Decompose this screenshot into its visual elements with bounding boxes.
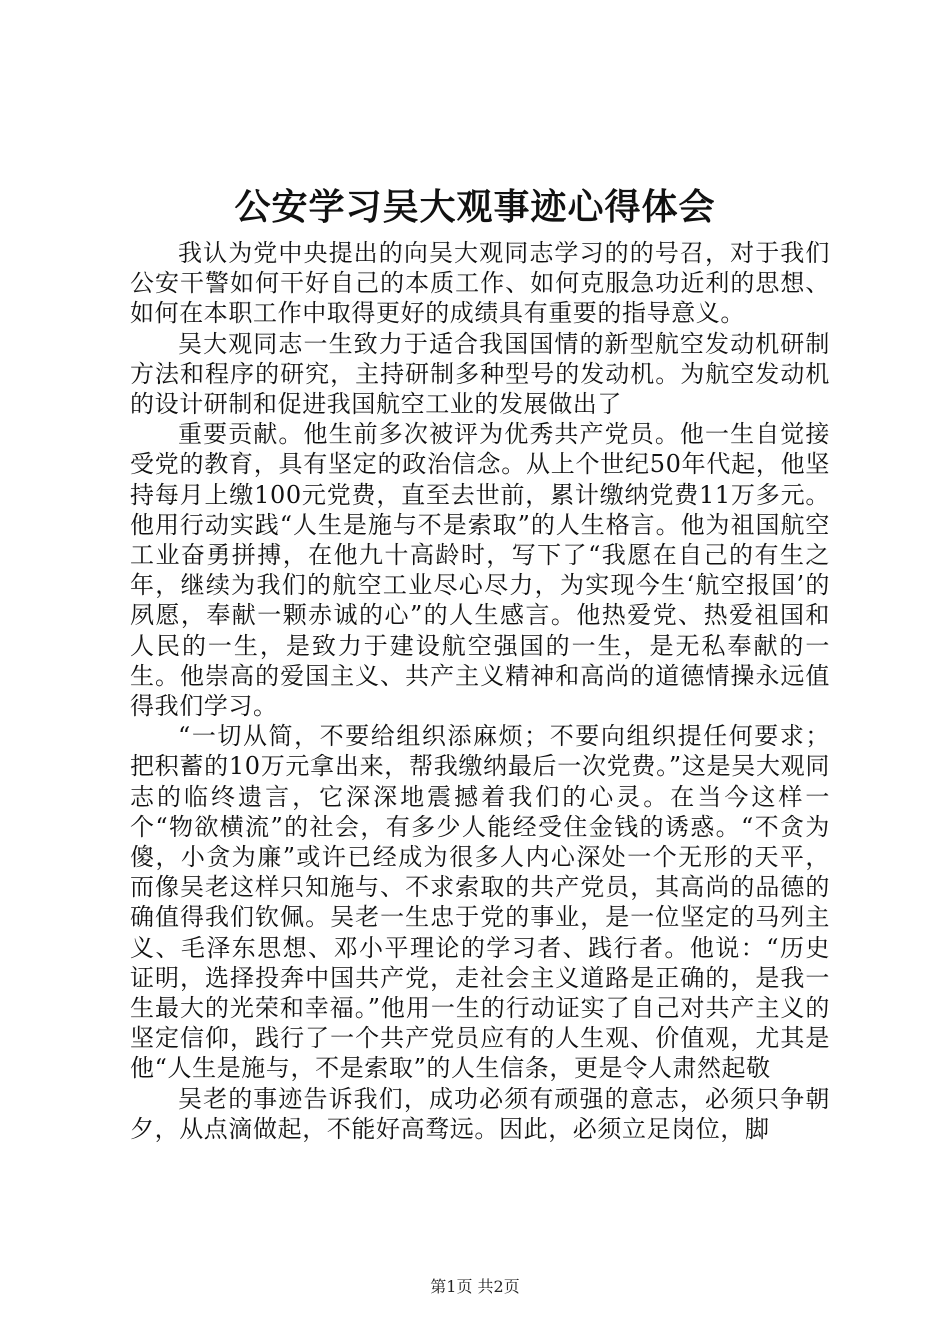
paragraph-2: 吴大观同志一生致力于适合我国国情的新型航空发动机研制方法和程序的研究，主持研制多种型号的发动机。为航空发动机的设计研制和促进我国航空工业的发展做出了 (130, 329, 830, 419)
document-body (130, 238, 830, 1144)
paragraph-3: 重要贡献。他生前多次被评为优秀共产党员。他一生自觉接受党的教育，具有坚定的政治信念。从上个世纪50年代起，他坚持每月上缴100元党费，直至去世前，累计缴纳党费11万多元。他用行动实践“人生是施与不是索取”的人生格言。他为祖国航空工业奋勇拼搏，在他九十高龄时，写下了“我愿在自己的有生之年，继续为我们的航空工业尽心尽力，为实现今生‘航空报国’的夙愿，奉献一颗赤诚的心”的人生感言。他热爱党、热爱祖国和人民的一生，是致力于建设航空强国的一生，是无私奉献的一生。他崇高的爱国主义、共产主义精神和高尚的道德情操永远值得我们学习。 (130, 420, 830, 721)
page-number-footer: 第1页 共2页 (430, 1277, 520, 1296)
paragraph-1: 我认为党中央提出的向吴大观同志学习的的号召，对于我们公安干警如何干好自己的本质工作、如何克服急功近利的思想、如何在本职工作中取得更好的成绩具有重要的指导意义。 (130, 239, 830, 328)
paragraph-5: 吴老的事迹告诉我们，成功必须有顽强的意志，必须只争朝夕，从点滴做起，不能好高骛远。因此，必须立足岗位，脚 (130, 1084, 830, 1143)
document-title: 公安学习吴大观事迹心得体会 (234, 187, 716, 228)
paragraph-4: “一切从简，不要给组织添麻烦；不要向组织提任何要求；把积蓄的10万元拿出来，帮我缴纳最后一次党费。”这是吴大观同志的临终遗言，它深深地震撼着我们的心灵。在当今这样一个“物欲横流”的社会，有多少人能经受住金钱的诱惑。“不贪为傻，小贪为廉”或许已经成为很多人内心深处一个无形的天平，而像吴老这样只知施与、不求索取的共产党员，其高尚的品德的确值得我们钦佩。吴老一生忠于党的事业，是一位坚定的马列主义、毛泽东思想、邓小平理论的学习者、践行者。他说：“历史证明，选择投奔中国共产党，走社会主义道路是正确的，是我一生最大的光荣和幸福。”他用一生的行动证实了自己对共产主义的坚定信仰，践行了一个共产党员应有的人生观、价值观，尤其是他“人生是施与，不是索取”的人生信条，更是令人肃然起敬 (130, 722, 830, 1083)
